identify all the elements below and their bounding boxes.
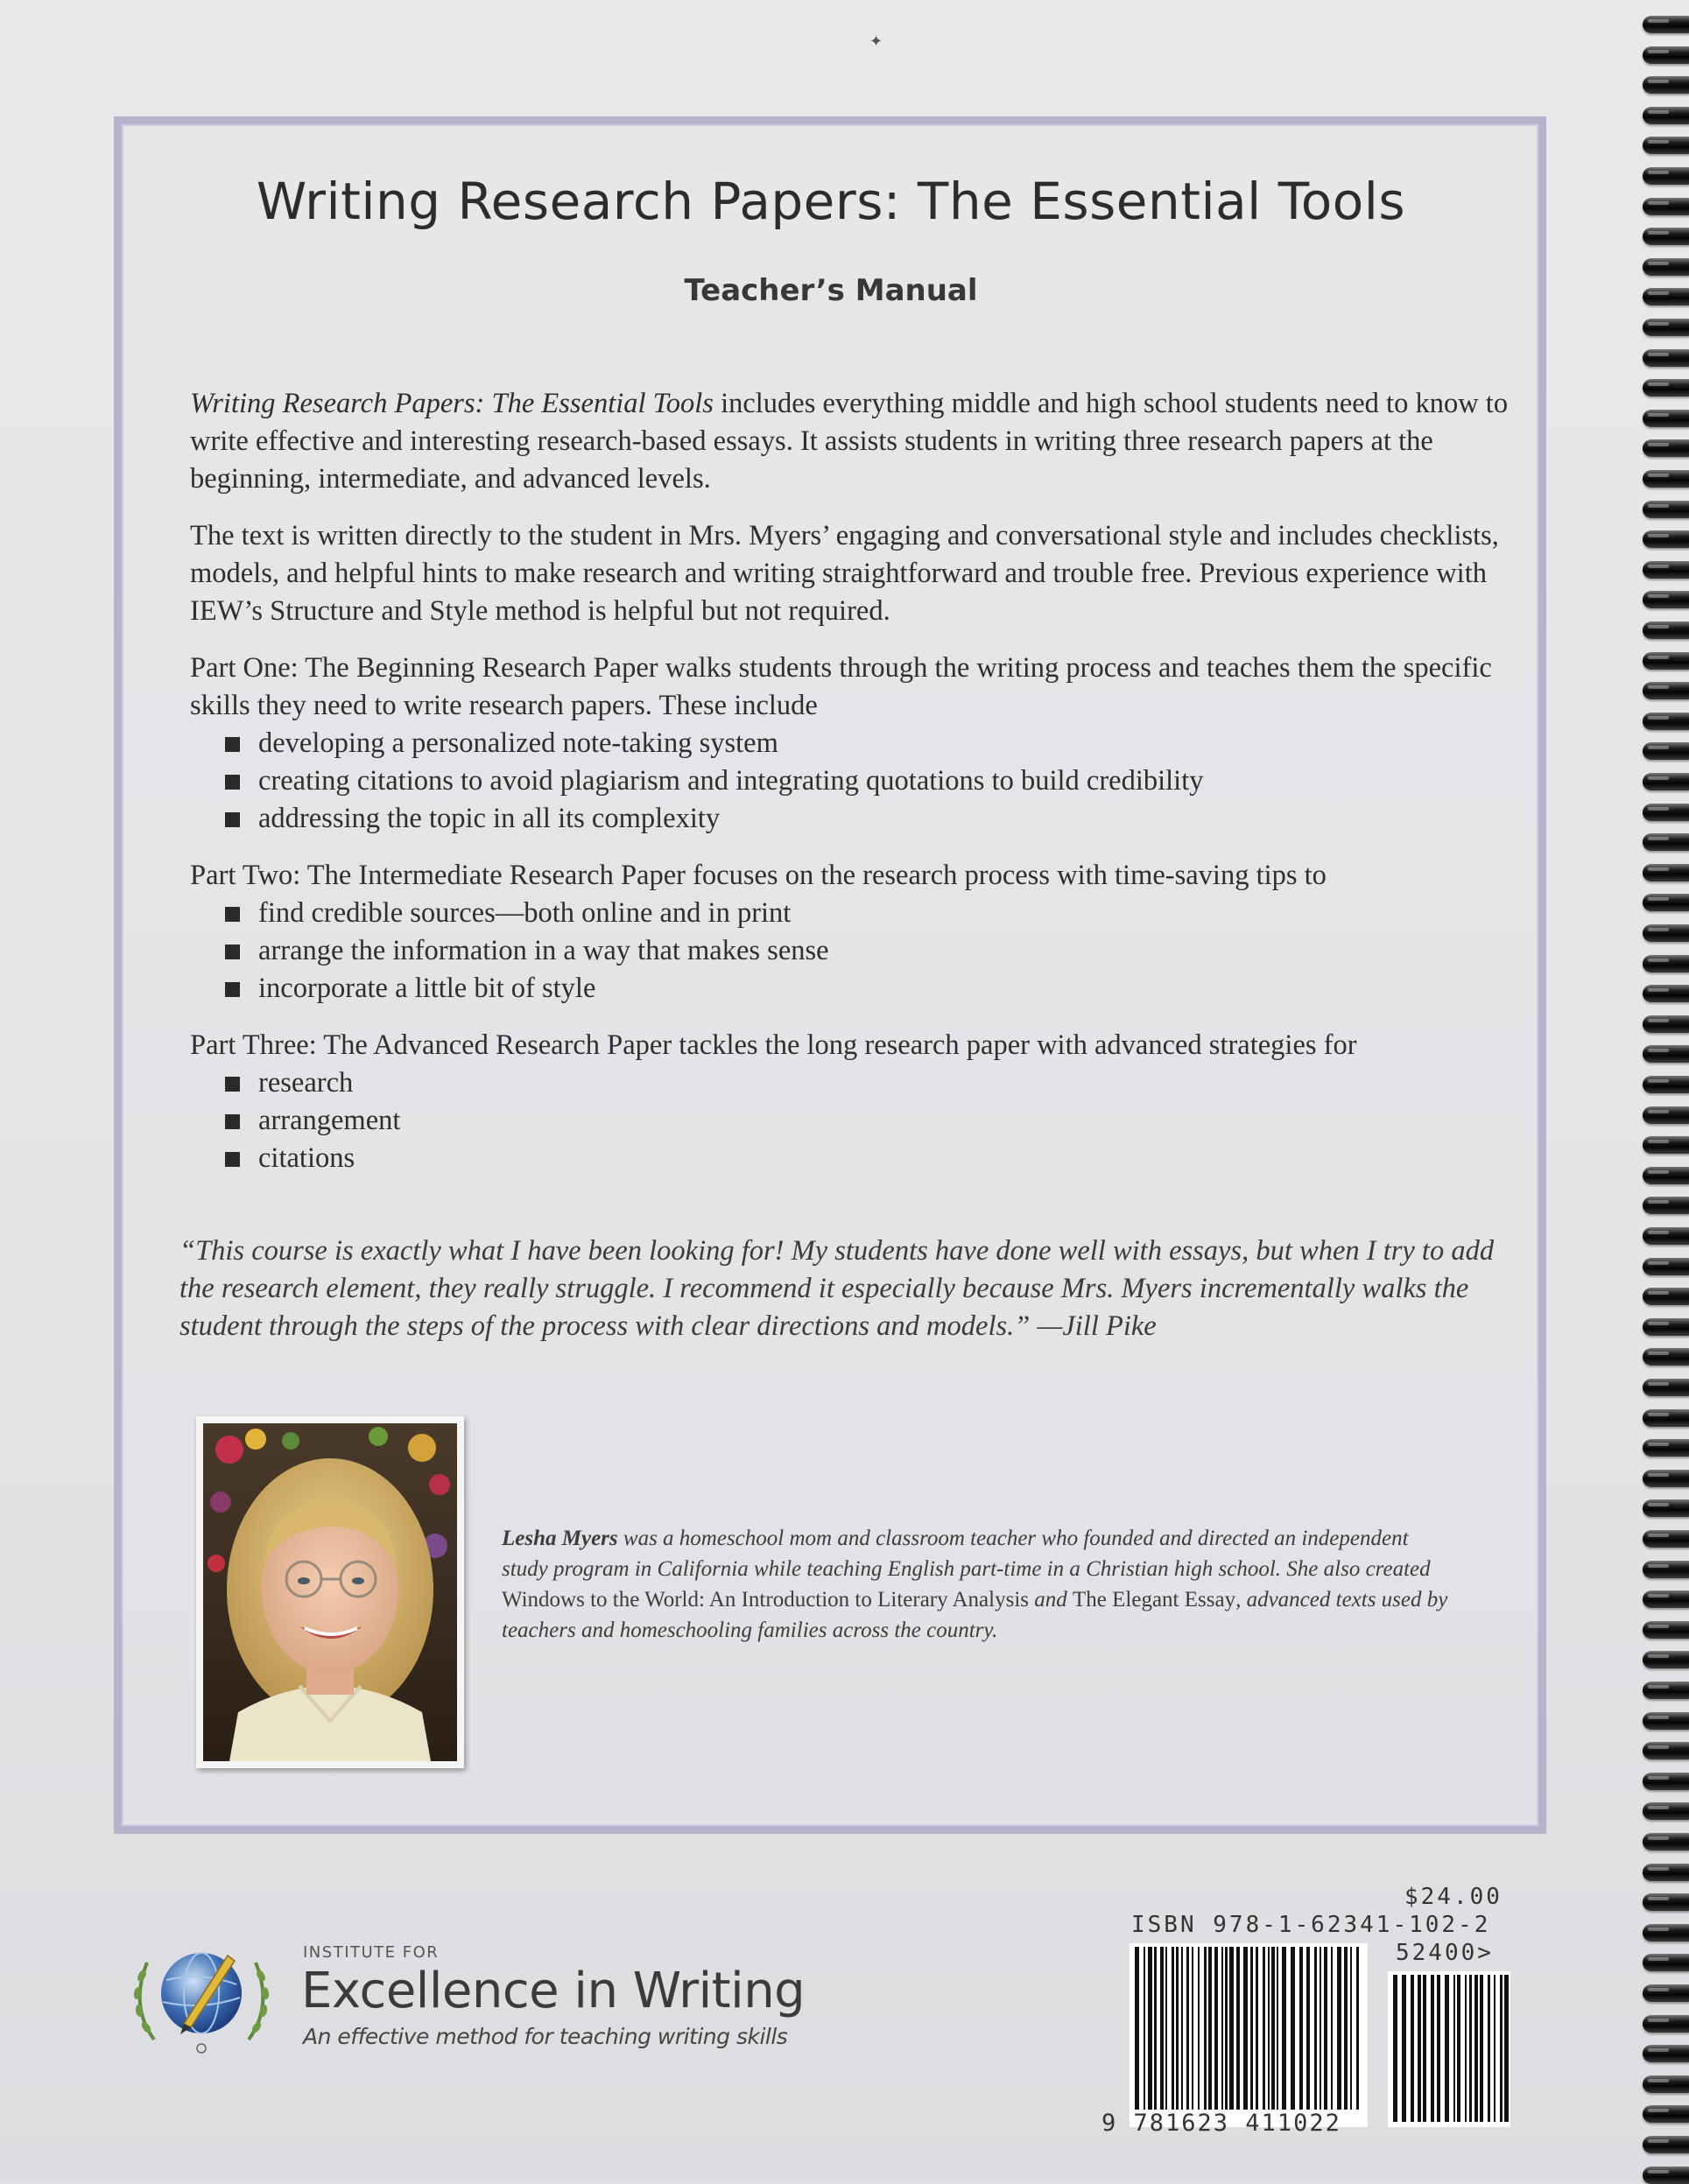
barcode-bar (1165, 1947, 1167, 2110)
part-one-intro: Part One: The Beginning Research Paper walks students through the writing process and teaches them the specific skills they need to write research papers. These include (190, 652, 1492, 721)
barcode-bar (1256, 1947, 1258, 2110)
barcode-bar (1225, 1947, 1228, 2110)
barcode-bar (1181, 1947, 1183, 2110)
spiral-coil (1643, 1439, 1689, 1457)
barcode-bar (1263, 1947, 1265, 2110)
spiral-coil (1643, 713, 1689, 730)
spiral-coil (1643, 1409, 1689, 1427)
dust-speck: ✦ (869, 32, 883, 50)
bio-book-title-2: The Elegant Essay (1073, 1588, 1236, 1612)
spiral-coil (1643, 379, 1689, 397)
globe-pen-emblem-icon (123, 1936, 280, 2059)
barcode-bar (1306, 1947, 1310, 2110)
spiral-coil (1643, 319, 1689, 336)
spiral-coil (1643, 1258, 1689, 1275)
spiral-coil (1643, 1591, 1689, 1608)
spiral-coil (1643, 955, 1689, 973)
spiral-coil (1643, 1893, 1689, 1911)
publisher-prefix: INSTITUTE FOR (303, 1943, 440, 1962)
barcode-bar (1494, 1975, 1495, 2122)
spiral-coil (1643, 742, 1689, 760)
spiral-coil (1643, 621, 1689, 639)
barcode-bar (1144, 1947, 1145, 2110)
spiral-coil (1643, 76, 1689, 94)
part-two-list (190, 895, 1521, 1008)
spiral-coil (1643, 1348, 1689, 1366)
barcode-bar (1488, 1975, 1490, 2122)
spiral-coil (1643, 561, 1689, 579)
publisher-name: Excellence in Writing (301, 1963, 806, 2019)
barcode-bar (1500, 1975, 1503, 2122)
barcode-bar (1204, 1947, 1207, 2110)
description-paragraph-2: The text is written directly to the student in Mrs. Myers’ engaging and conversational style and includes checklists, models, and helpful hints to make research and writing straightforward and trouble free. Previous experience with IEW’s Structure and Style method is helpful but not required. (190, 520, 1499, 627)
spiral-coil (1643, 137, 1689, 154)
bio-text-part-3: , advanced texts used by teachers and homeschooling families across the country. (502, 1588, 1448, 1642)
barcode-bar (1356, 1947, 1359, 2110)
barcode-bar (1176, 1947, 1179, 2110)
barcode-bar (1350, 1947, 1352, 2110)
description-paragraph-1 (190, 385, 1521, 498)
barcode-bar (1192, 1947, 1193, 2110)
spiral-coil (1643, 1379, 1689, 1396)
spiral-coil (1643, 894, 1689, 911)
spiral-coil (1643, 2075, 1689, 2093)
barcode-bar (1480, 1975, 1483, 2122)
barcode-bar (1474, 1975, 1478, 2122)
spiral-coil (1643, 1015, 1689, 1033)
list-item: research (225, 1064, 1521, 1102)
spiral-coil (1643, 1318, 1689, 1336)
barcode-bar (1250, 1947, 1253, 2110)
spiral-coil (1643, 591, 1689, 608)
barcode-bar (1221, 1947, 1223, 2110)
barcode-bar (1243, 1947, 1248, 2110)
spiral-coil (1643, 1773, 1689, 1790)
barcode-bar (1214, 1947, 1218, 2110)
part-three-list (190, 1064, 1521, 1177)
barcode-bar (1457, 1975, 1460, 2122)
spiral-coil (1643, 1167, 1689, 1184)
book-title-italic: Writing Research Papers: The Essential Tools (190, 388, 714, 419)
publisher-logo (123, 1936, 893, 2059)
spiral-coil (1643, 107, 1689, 124)
list-item: arrangement (225, 1102, 1521, 1140)
spiral-coil (1643, 1954, 1689, 1971)
author-bio (502, 1523, 1456, 1646)
spiral-coil (1643, 1984, 1689, 2002)
spiral-coil (1643, 2166, 1689, 2184)
spiral-coil (1643, 1470, 1689, 1487)
spiral-coil (1643, 1499, 1689, 1517)
spiral-coil (1643, 1924, 1689, 1942)
barcode-bar (1445, 1975, 1449, 2122)
spiral-coil (1643, 1742, 1689, 1759)
spiral-coil (1643, 1561, 1689, 1578)
list-item: developing a personalized note-taking system (225, 725, 1521, 762)
part-three-intro: Part Three: The Advanced Research Paper tackles the long research paper with advanced strategies for (190, 1029, 1357, 1061)
list-item: arrange the information in a way that makes sense (225, 932, 1521, 970)
barcode-bar (1277, 1947, 1278, 2110)
spiral-coil (1643, 804, 1689, 821)
spiral-coil (1643, 410, 1689, 427)
spiral-coil (1643, 1621, 1689, 1639)
price-barcode (1388, 1971, 1510, 2127)
barcode-bar (1154, 1947, 1157, 2110)
barcode-addon-number: 52400> (1396, 1940, 1494, 1966)
barcode-bar (1282, 1947, 1286, 2110)
book-subtitle: Teacher’s Manual (684, 273, 978, 308)
spiral-coil (1643, 1076, 1689, 1093)
barcode-bar (1324, 1947, 1327, 2110)
spiral-coil (1643, 1864, 1689, 1881)
list-item: creating citations to avoid plagiarism and integrating quotations to build credibility (225, 762, 1521, 800)
spiral-coil (1643, 439, 1689, 457)
spiral-coil (1643, 1045, 1689, 1063)
barcode-bar (1208, 1947, 1212, 2110)
barcode-digits: 9 781623 411022 (1101, 2110, 1341, 2137)
spiral-coil (1643, 1651, 1689, 1668)
spiral-coil (1643, 1682, 1689, 1699)
barcode-bar (1198, 1947, 1200, 2110)
barcode-bar (1135, 1947, 1139, 2110)
author-photo (196, 1416, 464, 1768)
spiral-coil (1643, 2015, 1689, 2033)
barcode-bar (1504, 1975, 1509, 2122)
barcode-bar (1465, 1975, 1467, 2122)
barcode-bar (1393, 1975, 1397, 2122)
barcode-bar (1299, 1947, 1303, 2110)
list-item: citations (225, 1140, 1521, 1177)
barcode-bar (1314, 1947, 1317, 2110)
barcode-bar (1148, 1947, 1152, 2110)
author-portrait-image (203, 1423, 457, 1761)
barcode-bar (1236, 1947, 1240, 2110)
testimonial-quote: “This course is exactly what I have been looking for! My students have done well with essays, but when I try to add the research element, they really struggle. I recommend it especially because Mrs. Myers incrementally walks the student through the steps of the process with clear directions and models.” —Jill Pike (179, 1235, 1495, 1342)
barcode-bar (1331, 1947, 1333, 2110)
spiral-coil (1643, 864, 1689, 881)
barcode-bar (1431, 1975, 1434, 2122)
isbn-label: ISBN 978-1-62341-102-2 (1131, 1912, 1491, 1938)
list-item: addressing the topic in all its complexity (225, 800, 1521, 838)
spiral-coil (1643, 2136, 1689, 2153)
barcode-bar (1453, 1975, 1455, 2122)
price-label: $24.00 (1404, 1884, 1503, 1910)
barcode-bar (1469, 1975, 1472, 2122)
barcode-bar (1320, 1947, 1321, 2110)
spiral-coil (1643, 2105, 1689, 2123)
barcode-bar (1437, 1975, 1440, 2122)
barcode-bar (1418, 1975, 1421, 2122)
barcode-bar (1344, 1947, 1348, 2110)
spiral-coil (1643, 682, 1689, 699)
spiral-coil (1643, 1833, 1689, 1850)
spiral-coil (1643, 1197, 1689, 1214)
barcode-bar (1337, 1947, 1341, 2110)
spiral-coil (1643, 530, 1689, 548)
barcode-bar (1423, 1975, 1426, 2122)
barcode-bar (1172, 1947, 1174, 2110)
barcode-bar (1291, 1947, 1295, 2110)
part-two-intro: Part Two: The Intermediate Research Paper focuses on the research process with time-saving tips to (190, 860, 1327, 891)
spiral-binding (1636, 0, 1689, 2183)
bio-text-part-2: and (1029, 1588, 1073, 1612)
spiral-coil (1643, 2045, 1689, 2062)
barcode-bar (1268, 1947, 1270, 2110)
spiral-coil (1643, 1227, 1689, 1245)
spiral-coil (1643, 924, 1689, 942)
description-body (190, 385, 1521, 1197)
barcode-bar (1402, 1975, 1406, 2122)
barcode-bar (1229, 1947, 1234, 2110)
book-title: Writing Research Papers: The Essential Tools (256, 172, 1406, 231)
spiral-coil (1643, 1288, 1689, 1305)
spiral-coil (1643, 16, 1689, 33)
barcode-bar (1411, 1975, 1414, 2122)
part-one-list (190, 725, 1521, 838)
barcode-bar (1271, 1947, 1275, 2110)
spiral-coil (1643, 652, 1689, 670)
spiral-coil (1643, 773, 1689, 790)
list-item: incorporate a little bit of style (225, 970, 1521, 1008)
spiral-coil (1643, 46, 1689, 64)
bio-book-title-1: Windows to the World: An Introduction to Literary Analysis (502, 1588, 1030, 1612)
spiral-coil (1643, 1530, 1689, 1548)
barcode-bar (1160, 1947, 1164, 2110)
barcode-bar (1186, 1947, 1189, 2110)
description-paragraph-1-text: includes everything middle and high school students need to know to write effective and interesting research-based essays. It assists students in writing three research papers at the beginning, intermediate, and advanced levels. (190, 388, 1509, 495)
spiral-coil (1643, 1136, 1689, 1154)
spiral-coil (1643, 470, 1689, 488)
spiral-coil (1643, 985, 1689, 1002)
author-name: Lesha Myers (502, 1527, 618, 1550)
spiral-coil (1643, 1106, 1689, 1124)
spiral-coil (1643, 501, 1689, 518)
spiral-coil (1643, 1712, 1689, 1730)
spiral-coil (1643, 349, 1689, 367)
spiral-coil (1643, 833, 1689, 851)
list-item: find credible sources—both online and in print (225, 895, 1521, 932)
publisher-tagline: An effective method for teaching writing skills (303, 2024, 788, 2049)
spiral-coil (1643, 1802, 1689, 1820)
bio-text-part-1: was a homeschool mom and classroom teacher who founded and directed an independent study program in California while teaching English part-time in a Christian high school. She also created (502, 1527, 1431, 1581)
isbn-barcode (1130, 1943, 1368, 2127)
